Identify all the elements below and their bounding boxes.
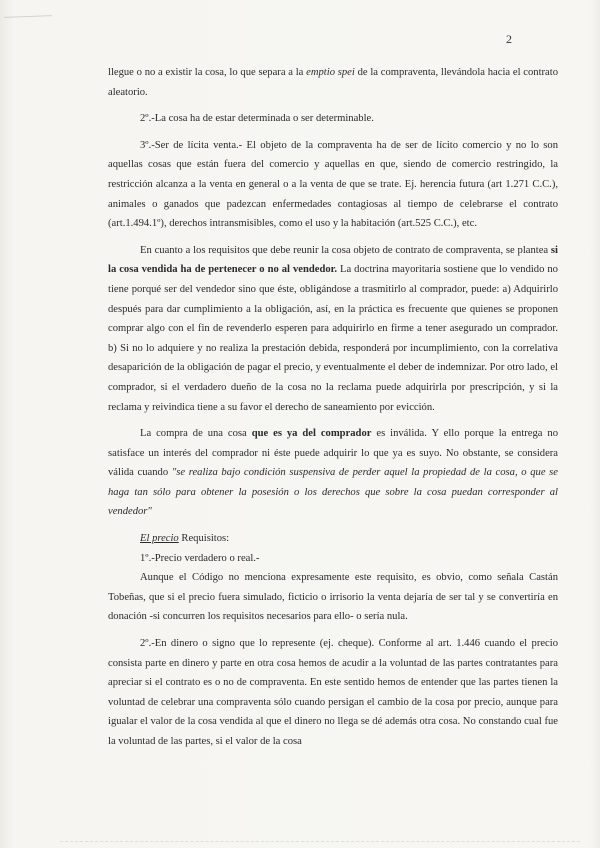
requirement-2-dinero: 2º.-En dinero o signo que lo represente (ej. cheque). Conforme al art. 1.446 cuando el precio consista parte en dinero y parte en otra cosa hemos de acudir a la voluntad de las partes contratantes para apreciar si el contrato es o no de compraventa. En este sentido hemos de entender que las partes tienen la voluntad de celebrar una compraventa sólo cuando persigan el cambio de la cosa por precio, aunque para igualar el valor de la cosa vendida al que el dinero no llega se dé además otra cosa. No constando cual fue la voluntad de las partes, si el valor de la cosa: [108, 638, 558, 747]
corner-smudge: [4, 5, 52, 18]
bold-phrase: que es ya del comprador: [251, 428, 372, 440]
page-number: 2: [506, 32, 512, 46]
bottom-scan-edge: [60, 841, 580, 846]
paragraph-castan: Aunque el Código no menciona expresamente este requisito, es obvio, como señala Castán Tobeñas, que si el precio fuera simulado, ficticio o irrisorio la venta dejaría de ser tal y se convertiría en donación -si concurren los requisitos necesarios para ello- o sería nula.: [108, 572, 558, 623]
bold-question: si la cosa vendida ha de pertenecer o no al vendedor.: [108, 244, 558, 276]
paragraph-pertenencia: En cuanto a los requisitos que debe reunir la cosa objeto de contrato de compraventa, se plantea si la cosa vendida ha de pertenecer o no al vendedor. La doctrina mayoritaria sostiene que lo vendido no tiene porqué ser del vendedor sino que éste, obligándose a trasmitirlo al comprador, puede: a) Adquirirlo después para dar cumplimiento a la obligación, así, en la práctica es frecuente que quienes se proponen comprar algo con el fin de revenderlo esperen para adquirirlo en firme a tener asegurado un comprador. b) Si no lo adquiere y no realiza la prestación debida, responderá por incumplimiento, con la correlativa desaparición de la obligación de pagar el precio, y eventualmente el deber de indemnizar. Por otro lado, el comprador, si el verdadero dueño de la cosa no la reclama puede adquirirla por prescripción, y si la reclama y reivindica tiene a su favor el derecho de saneamiento por evicción.: [108, 244, 558, 413]
document-body: [108, 63, 558, 752]
precio-heading: El precio: [140, 533, 179, 545]
section-heading-precio: El precio Requisitos:: [140, 533, 230, 545]
requirement-2-determinada: 2º.-La cosa ha de estar determinada o ser determinable.: [140, 113, 374, 125]
emptio-spei-term: emptio spei: [306, 67, 355, 78]
paragraph-continuation: llegue o no a existir la cosa, lo que separa a la emptio spei de la compraventa, llevándola hacia el contrato aleatorio.: [108, 67, 558, 98]
paragraph-compra-cosa-propia: La compra de una cosa que es ya del comprador es inválida. Y ello porque la entrega no satisface un interés del comprador ni éste puede adquirir lo que ya es suyo. No obstante, se considera válida cuando "se realiza bajo condición suspensiva de perder aquel la propiedad de la cosa, o que se haga tan sólo para obtener la posesión o los derechos que sobre la cosa puedan corresponder al vendedor": [108, 428, 559, 518]
requirement-3-licita-venta: 3º.-Ser de lícita venta.- El objeto de la compraventa ha de ser de lícito comercio y no lo son aquellas cosas que están fuera del comercio y aquellas en que, siendo de comercio restringido, la restricción alcanza a la venta en general o a la venta de que se trate. Ej. herencia futura (art 1.271 C.C.), animales o ganados que padezcan enfermedades contagiosas al tiempo de celebrarse el contrato (art.1.494.1º), derechos intransmisibles, como el uso y la habitación (art.525 C.C.), etc.: [108, 139, 558, 230]
requirement-1-precio-verdadero: 1º.-Precio verdadero o real.-: [140, 552, 260, 564]
italic-quote: "se realiza bajo condición suspensiva de perder aquel la propiedad de la cosa, o que se haga tan sólo para obtener la posesión o los derechos que sobre la cosa puedan corresponder al vendedor": [108, 467, 558, 518]
